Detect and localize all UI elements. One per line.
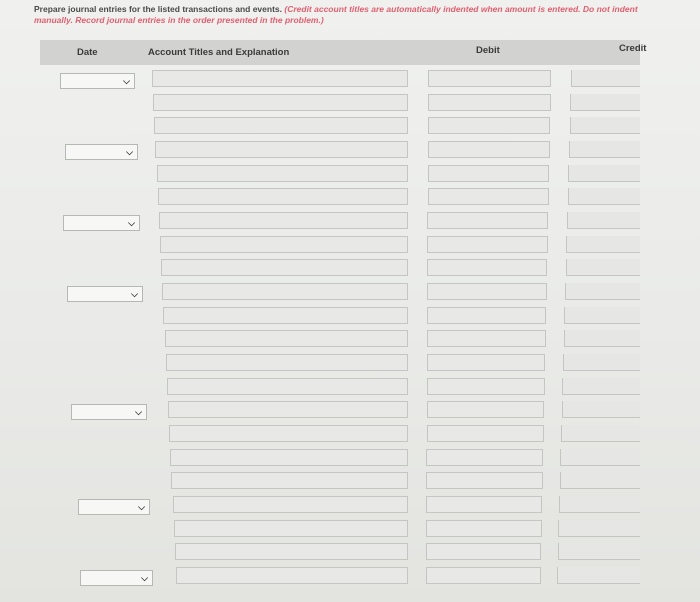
- header-account-titles: Account Titles and Explanation: [148, 47, 290, 58]
- debit-input[interactable]: [427, 425, 544, 442]
- credit-input[interactable]: [558, 520, 640, 537]
- debit-input[interactable]: [428, 117, 550, 134]
- instructions-hint: (Credit account titles are automatically indented when amount is entered. Do not indent manually. Record journal entries in the order presented in the problem.): [34, 4, 638, 25]
- instructions: [34, 4, 654, 26]
- account-title-input[interactable]: [173, 496, 408, 513]
- account-title-input[interactable]: [170, 449, 408, 466]
- credit-input[interactable]: [560, 472, 640, 489]
- debit-input[interactable]: [427, 401, 544, 418]
- account-title-input[interactable]: [159, 212, 408, 229]
- account-title-input[interactable]: [155, 141, 408, 158]
- date-select[interactable]: [78, 499, 150, 515]
- credit-input[interactable]: [565, 283, 640, 300]
- date-select[interactable]: [67, 286, 143, 302]
- credit-input[interactable]: [569, 141, 640, 158]
- account-title-input[interactable]: [165, 330, 408, 347]
- account-title-input[interactable]: [169, 425, 408, 442]
- debit-input[interactable]: [426, 496, 542, 513]
- credit-input[interactable]: [562, 378, 640, 395]
- account-title-input[interactable]: [163, 307, 408, 324]
- chevron-down-icon: ⌵: [131, 289, 138, 299]
- debit-input[interactable]: [427, 212, 548, 229]
- date-select[interactable]: [60, 73, 135, 89]
- header-credit: Credit: [619, 43, 647, 54]
- credit-input[interactable]: [566, 236, 640, 253]
- debit-input[interactable]: [427, 330, 546, 347]
- debit-input[interactable]: [427, 307, 546, 324]
- debit-input[interactable]: [427, 378, 545, 395]
- account-title-input[interactable]: [174, 520, 408, 537]
- date-select[interactable]: [71, 404, 147, 420]
- credit-input[interactable]: [558, 543, 640, 560]
- credit-input[interactable]: [567, 212, 640, 229]
- debit-input[interactable]: [428, 70, 551, 87]
- chevron-down-icon: ⌵: [126, 147, 133, 157]
- credit-input[interactable]: [570, 94, 640, 111]
- credit-input[interactable]: [564, 307, 640, 324]
- credit-input[interactable]: [557, 567, 640, 584]
- chevron-down-icon: ⌵: [123, 76, 130, 86]
- credit-input[interactable]: [570, 117, 640, 134]
- header-date: Date: [77, 47, 98, 58]
- credit-input[interactable]: [571, 70, 640, 87]
- debit-input[interactable]: [428, 188, 549, 205]
- credit-input[interactable]: [562, 401, 640, 418]
- account-title-input[interactable]: [171, 472, 408, 489]
- instructions-text: Prepare journal entries for the listed transactions and events.: [34, 4, 282, 14]
- debit-input[interactable]: [428, 141, 550, 158]
- debit-input[interactable]: [426, 520, 542, 537]
- debit-input[interactable]: [426, 449, 543, 466]
- credit-input[interactable]: [568, 165, 640, 182]
- credit-input[interactable]: [561, 425, 640, 442]
- date-select[interactable]: [65, 144, 138, 160]
- account-title-input[interactable]: [166, 354, 408, 371]
- debit-input[interactable]: [426, 472, 543, 489]
- account-title-input[interactable]: [157, 165, 408, 182]
- account-title-input[interactable]: [167, 378, 408, 395]
- date-select[interactable]: [80, 570, 153, 586]
- credit-input[interactable]: [560, 449, 640, 466]
- account-title-input[interactable]: [154, 117, 408, 134]
- credit-input[interactable]: [568, 188, 640, 205]
- account-title-input[interactable]: [160, 236, 408, 253]
- table-header: [40, 40, 647, 65]
- credit-input[interactable]: [563, 354, 640, 371]
- credit-input[interactable]: [559, 496, 640, 513]
- debit-input[interactable]: [427, 354, 545, 371]
- chevron-down-icon: ⌵: [138, 502, 145, 512]
- debit-input[interactable]: [428, 94, 551, 111]
- account-title-input[interactable]: [168, 401, 408, 418]
- chevron-down-icon: ⌵: [141, 573, 148, 583]
- account-title-input[interactable]: [161, 259, 408, 276]
- account-title-input[interactable]: [176, 567, 408, 584]
- header-debit: Debit: [476, 45, 500, 56]
- debit-input[interactable]: [426, 567, 541, 584]
- debit-input[interactable]: [427, 259, 547, 276]
- debit-input[interactable]: [428, 165, 549, 182]
- account-title-input[interactable]: [158, 188, 408, 205]
- chevron-down-icon: ⌵: [128, 218, 135, 228]
- credit-input[interactable]: [566, 259, 640, 276]
- debit-input[interactable]: [426, 543, 541, 560]
- date-select[interactable]: [63, 215, 140, 231]
- chevron-down-icon: ⌵: [135, 407, 142, 417]
- account-title-input[interactable]: [153, 94, 408, 111]
- credit-input[interactable]: [564, 330, 640, 347]
- debit-input[interactable]: [427, 236, 548, 253]
- debit-input[interactable]: [427, 283, 547, 300]
- account-title-input[interactable]: [152, 70, 408, 87]
- account-title-input[interactable]: [175, 543, 408, 560]
- account-title-input[interactable]: [162, 283, 408, 300]
